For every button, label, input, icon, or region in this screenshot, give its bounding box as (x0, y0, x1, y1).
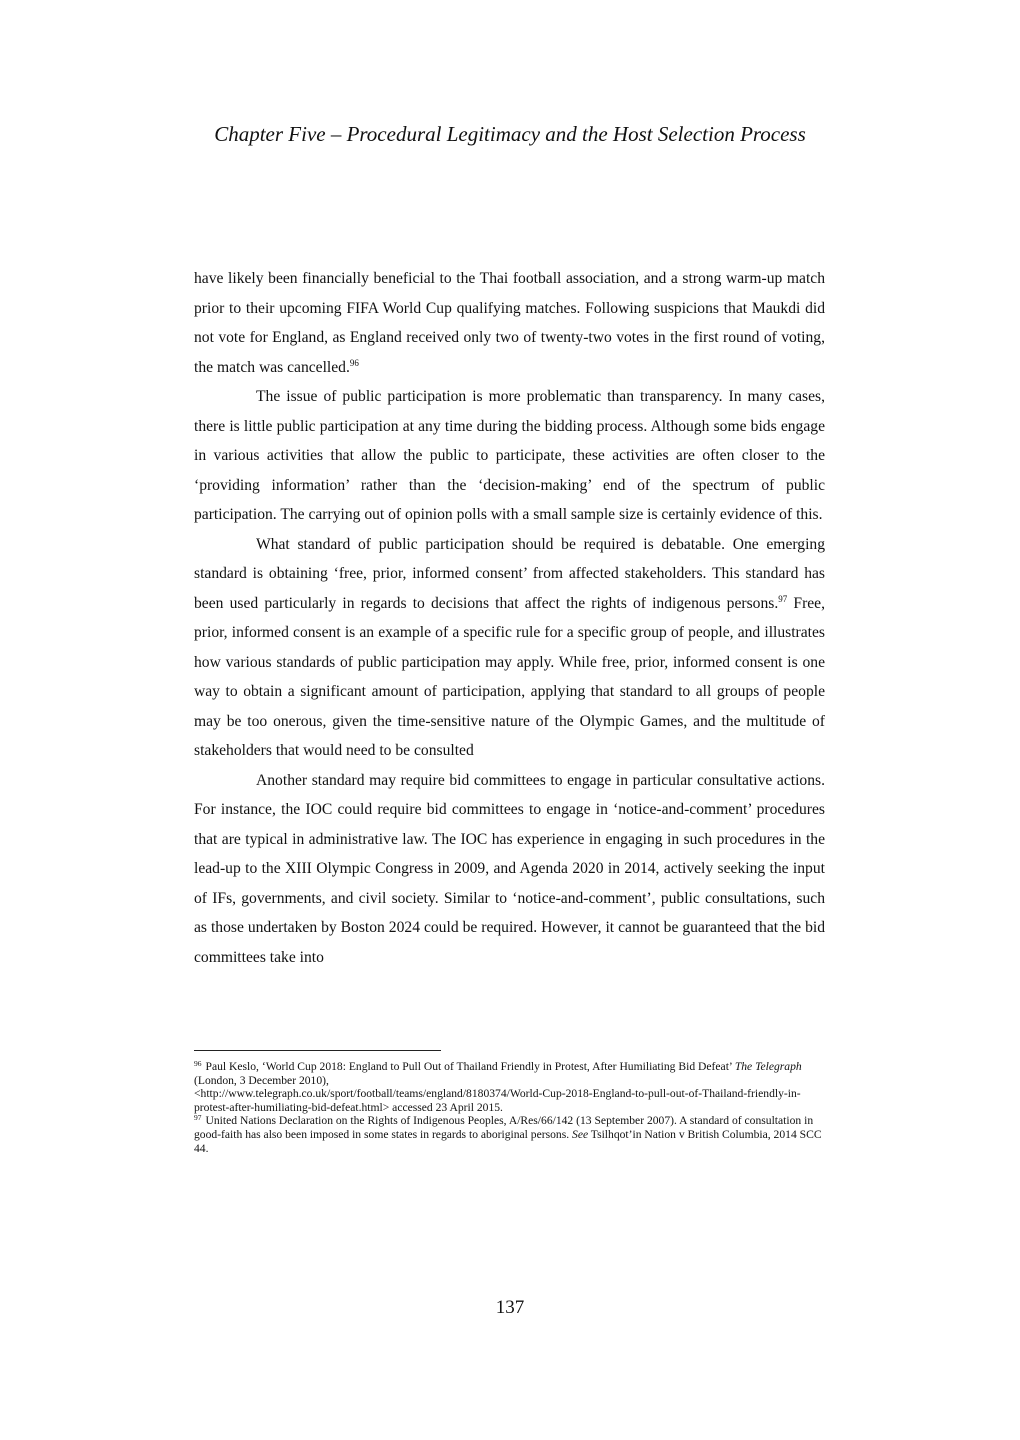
paragraph-1-text: have likely been financially beneficial to the Thai football association, and a strong warm-up match prior to their upcoming FIFA World Cup qualifying matches. Following suspicions that Maukdi did not vote for England, as England received only two of twenty-two votes in the first round of voting, the match was cancelled. (194, 270, 825, 376)
running-header: Chapter Five – Procedural Legitimacy and the Host Selection Process (214, 122, 806, 146)
footnote-97-text-after: Tsilhqot’in Nation v British Columbia, 2014 SCC 44. (194, 1127, 822, 1155)
footnote-97-text-before: United Nations Declaration on the Rights of Indigenous Peoples, A/Res/66/142 (13 September 2007). A standard of consultation in good-faith has also been imposed in some states in regards to aboriginal persons. (194, 1114, 814, 1141)
footnote-96 (194, 1060, 825, 1114)
footnote-96-text-before: Paul Keslo, ‘World Cup 2018: England to Pull Out of Thailand Friendly in Protest, After Humiliating Bid Defeat’ (205, 1060, 735, 1073)
footnote-ref-96[interactable]: 96 (349, 357, 359, 368)
footnote-96-number: 96 (194, 1059, 202, 1068)
footnotes (194, 1060, 825, 1155)
footnote-97-signal: See (572, 1127, 589, 1141)
footnote-divider (194, 1050, 441, 1051)
footnote-ref-97[interactable]: 97 (778, 593, 788, 604)
paragraph-1 (194, 264, 825, 382)
paragraph-2: The issue of public participation is more problematic than transparency. In many cases, there is little public participation at any time during the bidding process. Although some bids engage in various activities that allow the public to participate, these activities are often closer to the ‘providing information’ rather than the ‘decision-making’ end of the spectrum of public participation. The carrying out of opinion polls with a small sample size is certainly evidence of this. (194, 388, 825, 523)
footnote-96-url[interactable]: <http://www.telegraph.co.uk/sport/football/teams/england/8180374/World-Cup-2018-England-to-pull-out-of-Thailand-friendly-in-protest-after-humiliating-bid-defeat.html> accessed 23 April 2015. (194, 1087, 801, 1114)
page-number: 137 (495, 1297, 525, 1318)
footnote-97-number: 97 (194, 1113, 202, 1123)
paragraph-3-text-before: What standard of public participation should be required is debatable. One emerging standard is obtaining ‘free, prior, informed consent’ from affected stakeholders. This standard has been used particularly in regards to decisions that affect the rights of indigenous persons. (194, 535, 825, 612)
body-text (194, 264, 825, 972)
paragraph-3-text-after: Free, prior, informed consent is an example of a specific rule for a specific group of people, and illustrates how various standards of public participation may apply. While free, prior, informed consent is one way to obtain a significant amount of participation, applying that standard to all groups of people may be too onerous, given the time-sensitive nature of the Olympic Games, and the multitude of stakeholders that would need to be consulted (194, 594, 825, 759)
footnote-96-publication: The Telegraph (734, 1060, 802, 1073)
footnote-97 (194, 1114, 825, 1155)
paragraph-4: Another standard may require bid committees to engage in particular consultative actions. For instance, the IOC could require bid committees to engage in ‘notice-and-comment’ procedures that are typical in administrative law. The IOC has experience in engaging in such procedures in the lead-up to the XIII Olympic Congress in 2009, and Agenda 2020 in 2014, actively seeking the input of IFs, governments, and civil society. Similar to ‘notice-and-comment’, public consultations, such as those undertaken by Boston 2024 could be required. However, it cannot be guaranteed that the bid committees take into (194, 771, 825, 966)
paragraph-3 (194, 530, 825, 766)
footnote-96-text-after: (London, 3 December 2010), (194, 1073, 329, 1087)
